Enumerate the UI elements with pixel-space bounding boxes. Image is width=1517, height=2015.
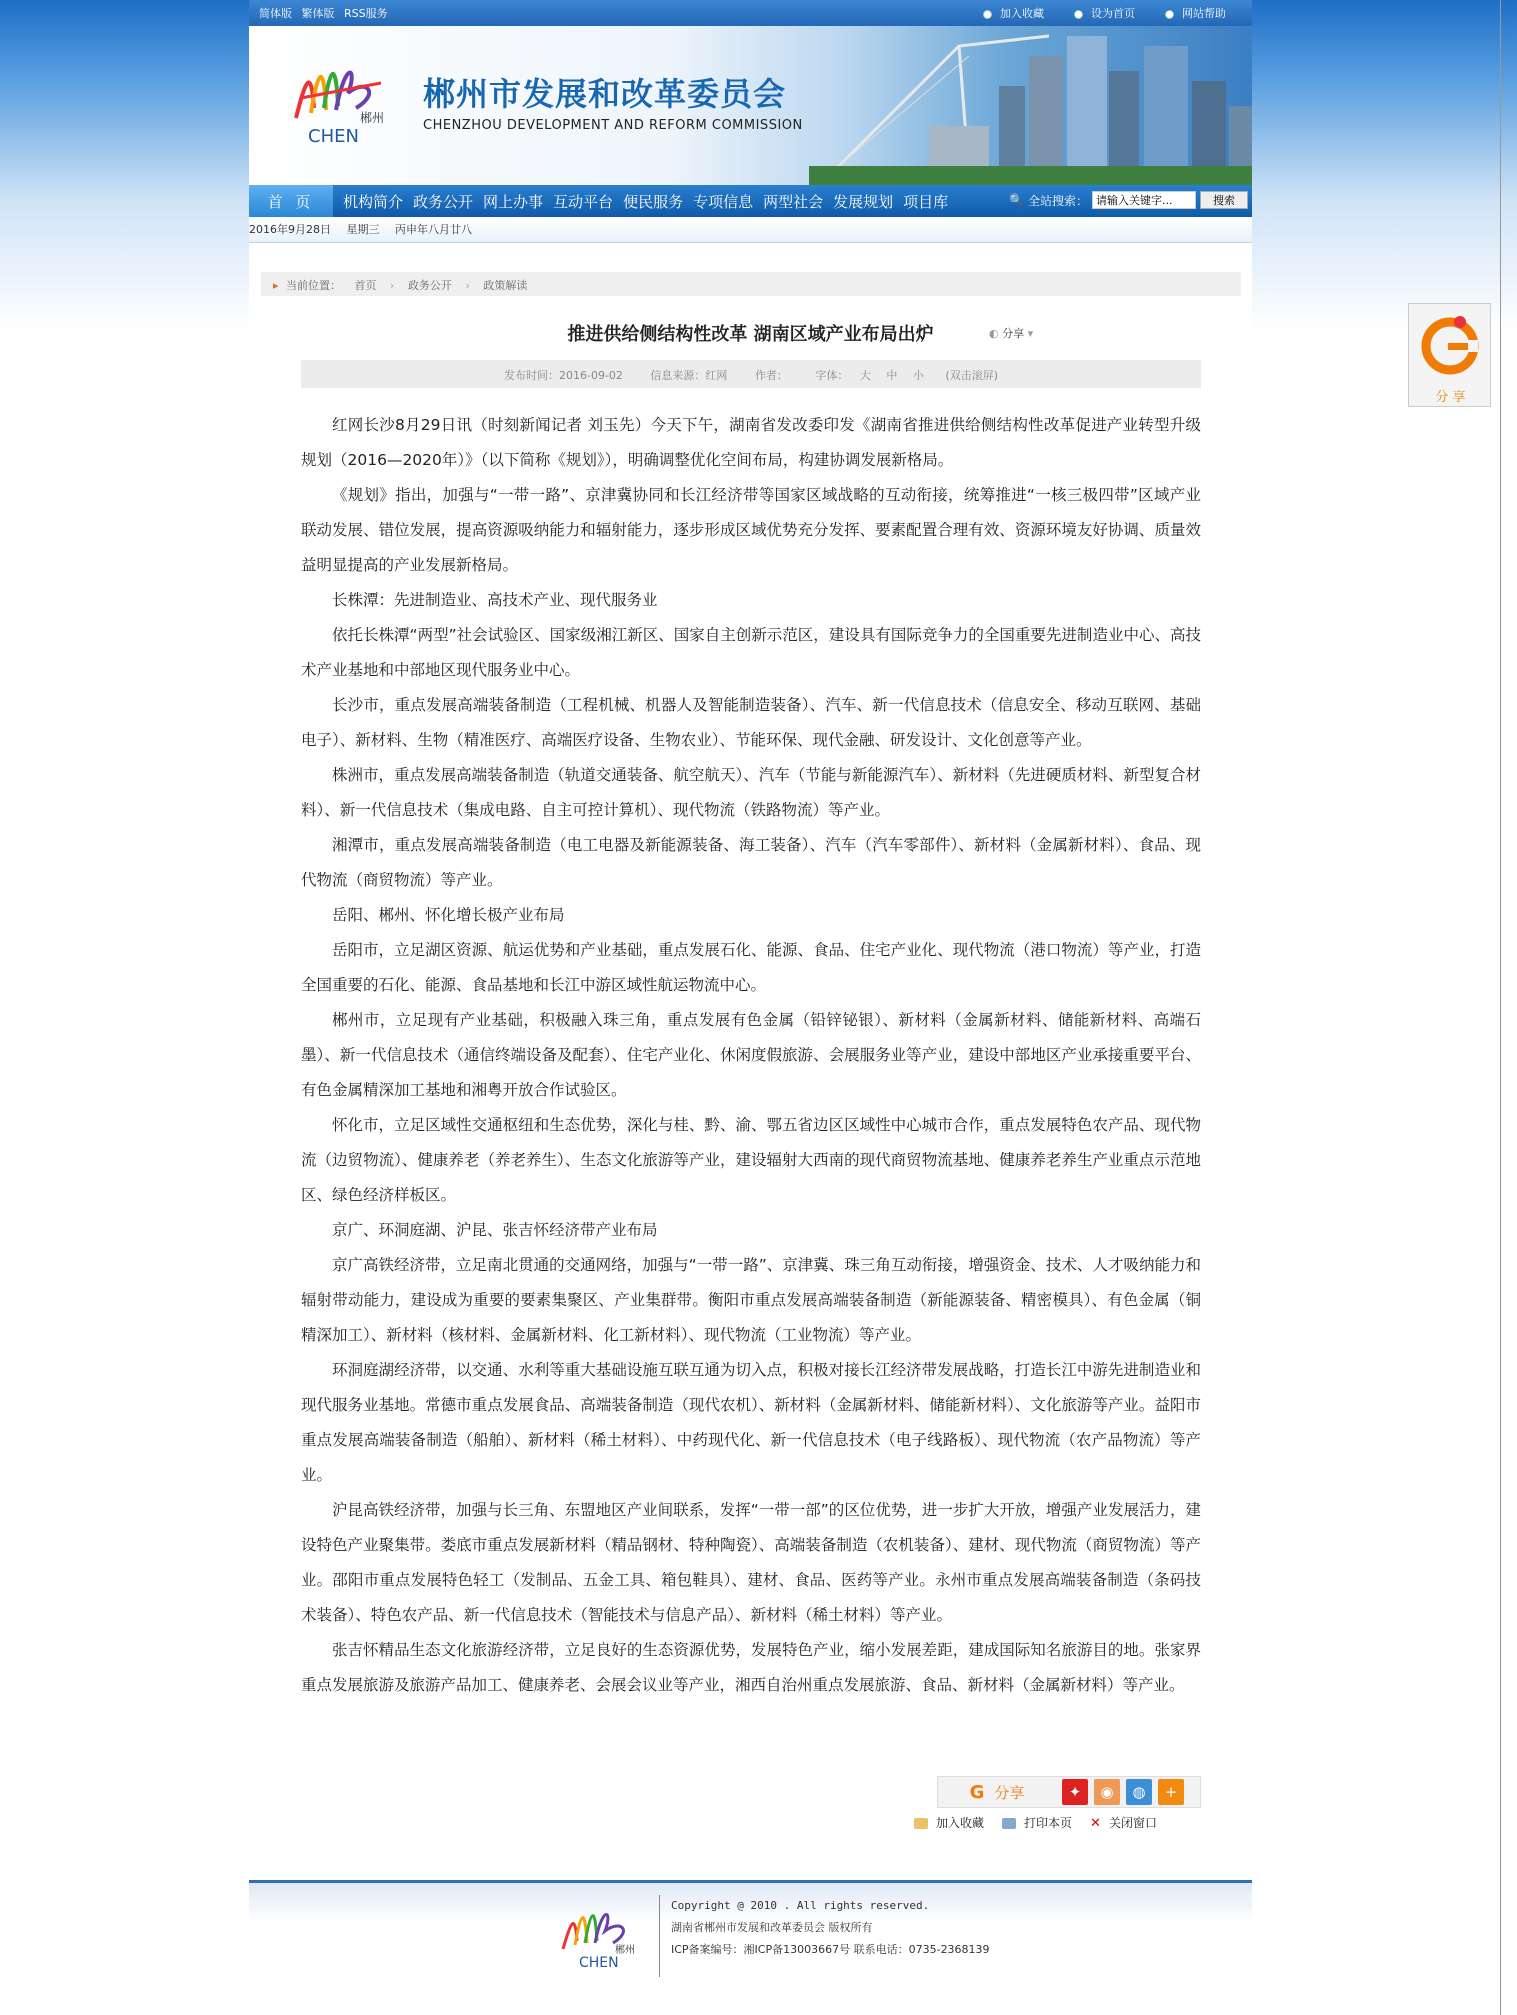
paragraph: 怀化市，立足区域性交通枢纽和生态优势，深化与桂、黔、渝、鄂五省边区区域性中心城市合作，重点发展特色农产品、现代物流（边贸物流）、健康养老（养老养生）、生态文化旅游等产业，建设辐射大西南的现代商贸物流基地、健康养老养生产业重点示范地区、绿色经济样板区。 — [301, 1116, 1201, 1204]
paragraph: 长株潭：先进制造业、高技术产业、现代服务业 — [332, 591, 658, 609]
svg-text:CHEN: CHEN — [579, 1955, 619, 1971]
search-button[interactable]: 搜索 — [1200, 191, 1248, 209]
more-icon[interactable]: + — [1158, 1779, 1184, 1805]
article-body — [301, 408, 1201, 1703]
breadcrumb-government[interactable]: 政务公开 — [407, 279, 452, 292]
breadcrumb-policy[interactable]: 政策解读 — [483, 279, 528, 292]
utility-bar — [249, 0, 1252, 26]
footer — [249, 1880, 1252, 1988]
site-banner — [249, 26, 1252, 185]
traditional-link[interactable]: 繁体版 — [301, 7, 335, 20]
pdf-icon[interactable]: ✦ — [1062, 1779, 1088, 1805]
info-source: 信息来源：红网 — [650, 369, 728, 382]
nav-home[interactable]: 首 页 — [249, 185, 333, 217]
footer-logo-icon — [555, 1897, 647, 1971]
breadcrumb — [261, 272, 1241, 296]
paragraph: 湘潭市，重点发展高端装备制造（电工电器及新能源装备、海工装备）、汽车（汽车零部件）、新材料（金属新材料）、食品、现代物流（商贸物流）等产业。 — [301, 836, 1201, 889]
nav-item-government[interactable]: 政务公开 — [413, 192, 474, 211]
paragraph: 京广高铁经济带，立足南北贯通的交通网络，加强与“一带一路”、京津冀、珠三角互动衔接，增强资金、技术、人才吸纳能力和辐射带动能力，建设成为重要的要素集聚区、产业集群带。衡阳市重点发展高端装备制造（新能源装备、精密模具）、有色金属（铜精深加工）、新材料（核材料、金属新材料、化工新材料）、现代物流（工业物流）等产业。 — [301, 1256, 1201, 1344]
add-favorite-link[interactable]: 加入收藏 — [983, 5, 1044, 21]
share-logo-icon — [1420, 310, 1480, 380]
close-window-button[interactable]: ✕ 关闭窗口 — [1090, 1814, 1157, 1831]
svg-text:CHEN: CHEN — [308, 126, 359, 147]
copyright-owner: 湖南省郴州市发展和改革委员会 版权所有 — [671, 1921, 873, 1934]
nav-item-planning[interactable]: 发展规划 — [833, 192, 894, 211]
current-weekday: 星期三 — [346, 223, 380, 236]
article-meta — [301, 360, 1201, 388]
article-share-button[interactable] — [989, 325, 1033, 341]
breadcrumb-arrow-icon: ▸ — [273, 279, 279, 292]
share-small-icon: ◐ — [989, 327, 999, 340]
paragraph: 红网长沙8月29日讯（时刻新闻记者 刘玉先）今天下午，湖南省发改委印发《湖南省推进供给侧结构性改革促进产业转型升级规划（2016—2020年）》（以下简称《规划》），明确调整优化空间布局，构建协调发展新格局。 — [301, 416, 1201, 469]
paragraph: 京广、环洞庭湖、沪昆、张吉怀经济带产业布局 — [332, 1221, 658, 1239]
breadcrumb-separator-icon: › — [465, 279, 470, 292]
breadcrumb-home[interactable]: 首页 — [354, 279, 377, 292]
svg-text:郴州: 郴州 — [615, 1945, 635, 1956]
search-input[interactable] — [1092, 191, 1196, 209]
print-button[interactable]: 打印本页 — [1002, 1814, 1072, 1831]
chevron-down-icon: ▾ — [1027, 327, 1034, 340]
rss-link[interactable]: RSS服务 — [344, 7, 388, 20]
share-main-button[interactable] — [938, 1777, 1056, 1807]
publish-date: 发布时间：2016-09-02 — [503, 369, 623, 382]
paragraph: 依托长株潭“两型”社会试验区、国家级湘江新区、国家自主创新示范区，建设具有国际竞争力的全国重要先进制造业中心、高技术产业基地和中部地区现代服务业中心。 — [301, 626, 1201, 679]
paragraph: 岳阳市，立足湖区资源、航运优势和产业基础，重点发展石化、能源、食品、住宅产业化、现代物流（港口物流）等产业，打造全国重要的石化、能源、食品基地和长江中游区域性航运物流中心。 — [301, 941, 1201, 994]
nav-item-special-info[interactable]: 专项信息 — [693, 192, 754, 211]
paragraph: 张吉怀精品生态文化旅游经济带，立足良好的生态资源优势，发展特色产业，缩小发展差距，建成国际知名旅游目的地。张家界重点发展旅游及旅游产品加工、健康养老、会展会议业等产业，湘西自治州重点发展旅游、食品、新材料（金属新材料）等产业。 — [301, 1641, 1201, 1694]
paragraph: 郴州市，立足现有产业基础，积极融入珠三角，重点发展有色金属（铅锌铋银）、新材料（金属新材料、储能新材料、高端石墨）、新一代信息技术（通信终端设备及配套）、住宅产业化、休闲度假旅游、会展服务业等产业，建设中部地区产业承接重要平台、有色金属精深加工基地和湘粤开放合作试验区。 — [301, 1011, 1201, 1099]
nav-item-public-service[interactable]: 便民服务 — [623, 192, 684, 211]
footer-text — [671, 1895, 990, 1961]
icp-info: ICP备案编号：湘ICP备13003667号 联系电话：0735-2368139 — [671, 1943, 990, 1956]
search-icon: 🔍 — [1009, 193, 1024, 207]
chenzhou-logo-icon — [286, 48, 396, 148]
font-size-medium[interactable]: 中 — [886, 369, 898, 382]
font-label: 字体： — [815, 369, 849, 382]
font-size-small[interactable]: 小 — [912, 369, 924, 382]
paragraph: 沪昆高铁经济带，加强与长三角、东盟地区产业间联系，发挥“一带一部”的区位优势，进一步扩大开放，增强产业发展活力，建设特色产业聚集带。娄底市重点发展新材料（精品钢材、特种陶瓷）、高端装备制造（农机装备）、建材、现代物流（商贸物流）等产业。邵阳市重点发展特色轻工（发制品、五金工具、箱包鞋具）、建材、食品、医药等产业。永州市重点发展高端装备制造（条码技术装备）、特色农产品、新一代信息技术（智能技术与信息产品）、新材料（稀土材料）等产业。 — [301, 1501, 1201, 1624]
window-edge — [1500, 0, 1501, 2015]
help-link[interactable]: 网站帮助 — [1165, 5, 1226, 21]
double-click-scroll: (双击滚屏) — [945, 369, 999, 382]
floating-share-widget[interactable] — [1408, 303, 1491, 407]
nav-item-projects[interactable]: 项目库 — [903, 192, 949, 211]
paragraph: 环洞庭湖经济带，以交通、水利等重大基础设施互联互通为切入点，积极对接长江经济带发展战略，打造长江中游先进制造业和现代服务业基地。常德市重点发展食品、高端装备制造（现代农机）、新材料（金属新材料、储能新材料）、文化旅游等产业。益阳市重点发展高端装备制造（船舶）、新材料（稀土材料）、中药现代化、新一代信息技术（电子线路板）、现代物流（农产品物流）等产业。 — [301, 1361, 1201, 1484]
share-label: 分享 — [994, 1783, 1025, 1802]
page-container — [249, 0, 1252, 2015]
main-nav — [249, 185, 1252, 217]
author: 作者： — [754, 369, 788, 382]
article-title: 推进供给侧结构性改革 湖南区域产业布局出炉 — [567, 324, 934, 345]
breadcrumb-separator-icon: › — [390, 279, 395, 292]
city-skyline-image — [809, 26, 1252, 185]
paragraph: 《规划》指出，加强与“一带一路”、京津冀协同和长江经济带等国家区域战略的互动衔接，统筹推进“一核三极四带”区域产业联动发展、错位发展，提高资源吸纳能力和辐射能力，逐步形成区域优势充分发挥、要素配置合理有效、资源环境友好协调、质量效益明显提高的产业发展新格局。 — [301, 486, 1201, 574]
share-bar — [937, 1776, 1201, 1808]
paragraph: 株洲市，重点发展高端装备制造（轨道交通装备、航空航天）、汽车（节能与新能源汽车）、新材料（先进硬质材料、新型复合材料）、新一代信息技术（集成电路、自主可控计算机）、现代物流（铁路物流）等产业。 — [301, 766, 1201, 819]
floating-share-label: 分 享 — [1435, 390, 1466, 405]
breadcrumb-label: 当前位置： — [286, 279, 342, 292]
weibo-icon[interactable]: ◉ — [1094, 1779, 1120, 1805]
site-subtitle: CHENZHOU DEVELOPMENT AND REFORM COMMISSION — [423, 118, 803, 133]
qq-icon[interactable]: ◍ — [1126, 1779, 1152, 1805]
lunar-date: 丙申年八月廿八 — [395, 223, 472, 236]
page-tools — [914, 1814, 1157, 1831]
nav-item-two-type-society[interactable]: 两型社会 — [763, 192, 824, 211]
search-label: 全站搜索： — [1027, 193, 1088, 208]
article-share-label: 分享 — [1002, 327, 1025, 340]
copyright: Copyright @ 2010 . All rights reserved. — [671, 1899, 930, 1912]
simplified-link[interactable]: 简体版 — [259, 7, 292, 20]
share-logo-icon: G — [969, 1781, 985, 1803]
current-date: 2016年9月28日 — [249, 223, 331, 236]
svg-text:郴州: 郴州 — [360, 111, 385, 125]
paragraph: 岳阳、郴州、怀化增长极产业布局 — [332, 906, 565, 924]
date-bar — [249, 217, 1252, 243]
add-favorite-button[interactable]: 加入收藏 — [914, 1814, 984, 1831]
nav-item-about[interactable]: 机构简介 — [343, 192, 404, 211]
nav-item-online-service[interactable]: 网上办事 — [483, 192, 544, 211]
font-size-large[interactable]: 大 — [859, 369, 871, 382]
paragraph: 长沙市，重点发展高端装备制造（工程机械、机器人及智能制造装备）、汽车、新一代信息技术（信息安全、移动互联网、基础电子）、新材料、生物（精准医疗、高端医疗设备、生物农业）、节能环保、现代金融、研发设计、文化创意等产业。 — [301, 696, 1201, 749]
footer-divider — [659, 1895, 660, 1977]
nav-item-interaction[interactable]: 互动平台 — [553, 192, 614, 211]
site-title: 郴州市发展和改革委员会 — [423, 75, 787, 113]
site-search — [1009, 191, 1248, 209]
set-homepage-link[interactable]: 设为首页 — [1074, 5, 1135, 21]
